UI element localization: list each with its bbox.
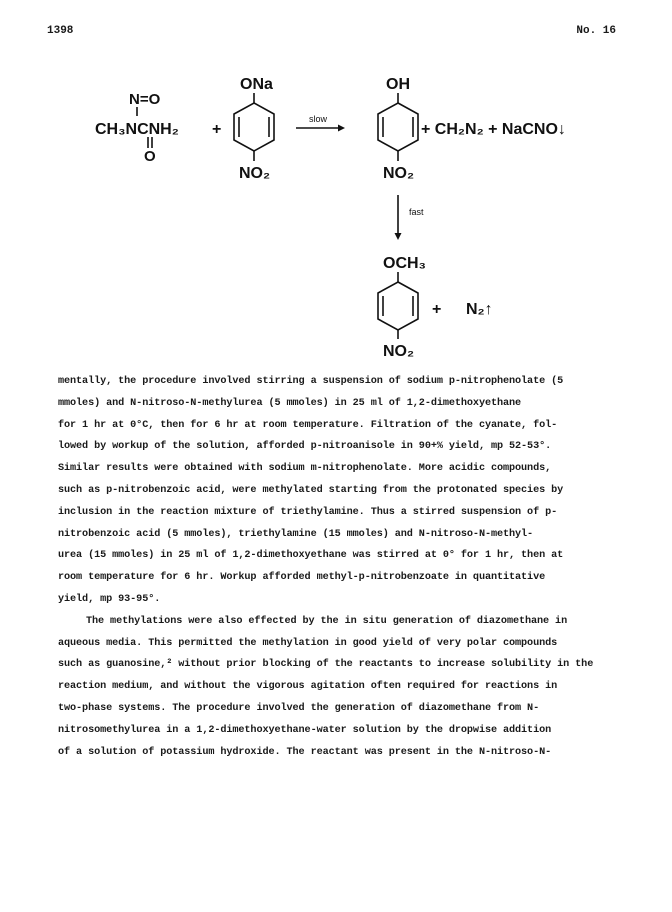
nitro-group-3: NO₂ bbox=[383, 343, 415, 360]
nitro-group-1: NO₂ bbox=[239, 165, 271, 182]
text-line: aqueous media. This permitted the methylation in good yield of very polar compounds bbox=[58, 637, 558, 649]
byproducts: + CH₂N₂ + NaCNO↓ bbox=[421, 121, 566, 138]
paragraph-1 bbox=[58, 371, 598, 611]
slow-label: slow bbox=[309, 114, 328, 124]
benzene-ring-1 bbox=[234, 103, 274, 151]
methoxy-group: OCH₃ bbox=[383, 255, 426, 272]
text-line: reaction medium, and without the vigorous agitation often required for reactions in bbox=[58, 681, 558, 693]
nitrogen-gas: N₂↑ bbox=[466, 301, 493, 318]
slow-arrow-head bbox=[338, 125, 345, 132]
reaction-scheme bbox=[0, 0, 672, 365]
fast-arrow-head bbox=[395, 233, 402, 240]
text-line: yield, mp 93-95°. bbox=[58, 593, 161, 605]
carbonyl-oxygen: O bbox=[144, 148, 156, 165]
fast-label: fast bbox=[409, 207, 424, 217]
text-line: inclusion in the reaction mixture of triethylamine. Thus a stirred suspension of p- bbox=[58, 506, 558, 518]
benzene-ring-2 bbox=[378, 103, 418, 151]
text-line: room temperature for 6 hr. Workup afforded methyl-p-nitrobenzoate in quantitative bbox=[58, 572, 546, 584]
text-line: nitrobenzoic acid (5 mmoles), triethylamine (15 mmoles) and N-nitroso-N-methyl- bbox=[58, 528, 534, 540]
phenolate-oxygen: ONa bbox=[240, 76, 273, 93]
plus-sign-1: + bbox=[212, 121, 222, 138]
text-line: mmoles) and N-nitroso-N-methylurea (5 mmoles) in 25 ml of 1,2-dimethoxyethane bbox=[58, 397, 522, 409]
text-line: lowed by workup of the solution, afforded p-nitroanisole in 90+% yield, mp 52-53°. bbox=[58, 441, 552, 453]
phenol-oh: OH bbox=[386, 76, 410, 93]
text-line: Similar results were obtained with sodium m-nitrophenolate. More acidic compounds, bbox=[58, 463, 552, 475]
text-line: for 1 hr at 0°C, then for 6 hr at room temperature. Filtration of the cyanate, fol- bbox=[58, 419, 558, 431]
nitroso-group: N=O bbox=[129, 91, 161, 108]
text-line: two-phase systems. The procedure involved the generation of diazomethane from N- bbox=[58, 702, 540, 714]
plus-sign-2: + bbox=[432, 301, 442, 318]
text-line: The methylations were also effected by the in situ generation of diazomethane in bbox=[86, 615, 568, 627]
text-line: of a solution of potassium hydroxide. The reactant was present in the N-nitroso-N- bbox=[58, 746, 552, 758]
text-line: such as guanosine,² without prior blocking of the reactants to increase solubility in the bbox=[58, 659, 594, 671]
body-text bbox=[58, 371, 598, 763]
nitro-group-2: NO₂ bbox=[383, 165, 415, 182]
text-line: urea (15 mmoles) in 25 ml of 1,2-dimethoxyethane was stirred at 0° for 1 hr, then at bbox=[58, 550, 564, 562]
text-line: mentally, the procedure involved stirring a suspension of sodium p-nitrophenolate (5 bbox=[58, 376, 564, 387]
issue-number: No. 16 bbox=[576, 25, 616, 37]
benzene-ring-3 bbox=[378, 282, 418, 330]
paragraph-2 bbox=[58, 611, 598, 764]
page-number: 1398 bbox=[47, 25, 74, 37]
urea-formula: CH₃NCNH₂ bbox=[95, 121, 179, 138]
text-line: nitrosomethylurea in a 1,2-dimethoxyethane-water solution by the dropwise addition bbox=[58, 724, 552, 736]
text-line: such as p-nitrobenzoic acid, were methylated starting from the protonated species by bbox=[58, 484, 564, 496]
